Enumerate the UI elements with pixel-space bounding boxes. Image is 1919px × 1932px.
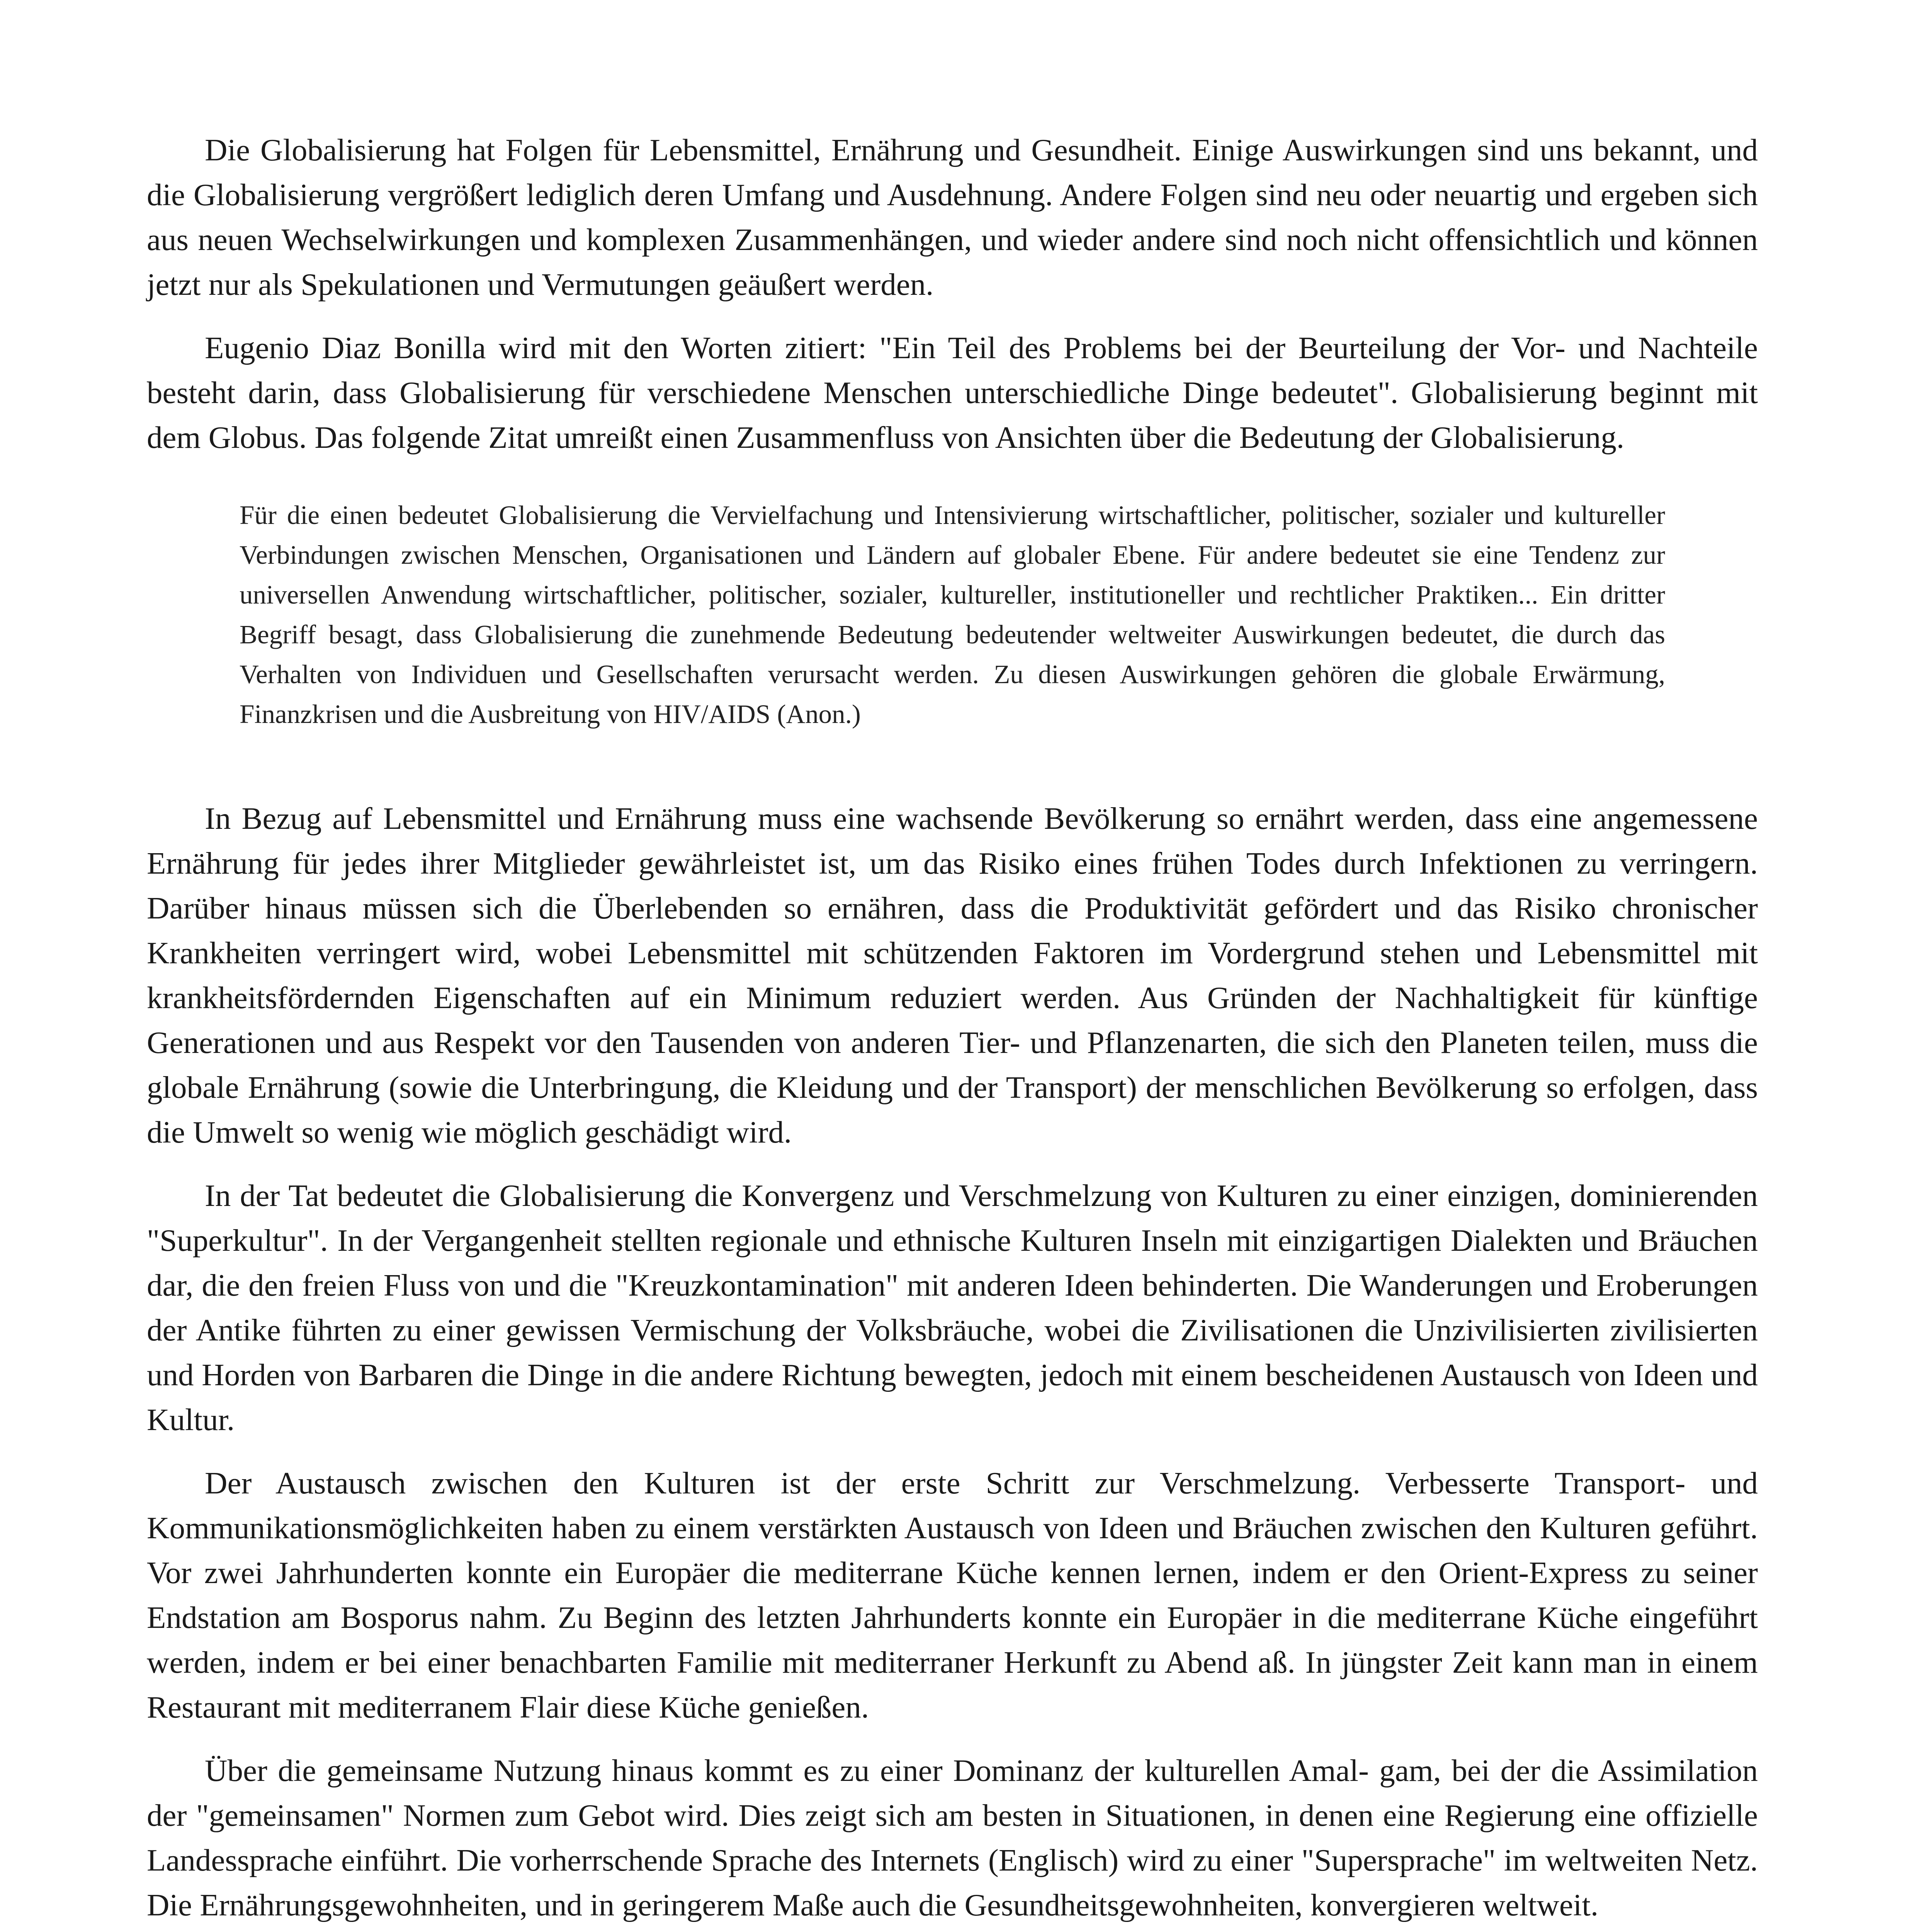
block-quote-text: Für die einen bedeutet Globalisierung die Vervielfachung und Intensivierung wirtschaftlicher, politischer, sozialer und kultureller Verbindungen zwischen Menschen, Organisationen und Ländern auf globaler Ebene. Für andere bedeutet sie eine Tendenz zur universellen Anwendung wirtschaftlicher, politischer, sozialer, kultureller, institutioneller und rechtlicher Praktiken... Ein dritter Begriff besagt, dass Globalisierung die zunehmende Bedeutung bedeutender weltweiter Auswirkungen bedeutet, die durch das Verhalten von Individuen und Gesellschaften verursacht werden. Zu diesen Auswirkungen gehören die globale Erwärmung, Finanzkrisen und die Ausbreitung von HIV/AIDS (Anon.) [240,500,1665,729]
paragraph-exchange: Der Austausch zwischen den Kulturen ist der erste Schritt zur Verschmelzung. Verbesserte Transport- und Kommunikationsmöglichkeiten haben zu einem verstärkten Austausch von Ideen und Bräuchen zwischen den Kulturen geführt. Vor zwei Jahrhunderten konnte ein Europäer die mediterrane Küche kennen lernen, indem er den Orient-Express zu seiner Endstation am Bosporus nahm. Zu Beginn des letzten Jahrhunderts konnte ein Europäer in die mediterrane Küche eingeführt werden, indem er bei einer benachbarten Familie mit mediterraner Herkunft zu Abend aß. In jüngster Zeit kann man in einem Restaurant mit mediterranem Flair diese Küche genießen. [147,1466,1758,1725]
document-page [147,128,1758,1932]
block-quote [240,495,1665,734]
paragraph-intro-2: Eugenio Diaz Bonilla wird mit den Worten zitiert: "Ein Teil des Problems bei der Beurteilung der Vor- und Nachteile besteht darin, dass Globalisierung für verschiedene Menschen unterschiedliche Dinge bedeutet". Globalisierung beginnt mit dem Globus. Das folgende Zitat umreißt einen Zusammenfluss von Ansichten über die Bedeutung der Globalisierung. [147,330,1758,455]
paragraph-dominance: Über die gemeinsame Nutzung hinaus kommt es zu einer Dominanz der kulturellen Amal- gam, bei der die Assimilation der "gemeinsamen" Normen zum Gebot wird. Dies zeigt sich am besten in Situationen, in denen eine Regierung eine offizielle Landessprache einführt. Die vorherrschende Sprache des Internets (Englisch) wird zu einer "Supersprache" im weltweiten Netz. Die Ernährungsgewohnheiten, und in geringerem Maße auch die Gesundheitsgewohnheiten, konvergieren weltweit. [147,1753,1758,1922]
paragraph-nutrition: In Bezug auf Lebensmittel und Ernährung muss eine wachsende Bevölkerung so ernährt werden, dass eine angemessene Ernährung für jedes ihrer Mitglieder gewährleistet ist, um das Risiko eines frühen Todes durch Infektionen zu verringern. Darüber hinaus müssen sich die Überlebenden so ernähren, dass die Produktivität gefördert und das Risiko chronischer Krankheiten verringert wird, wobei Lebensmittel mit schützenden Faktoren im Vordergrund stehen und Lebensmittel mit krankheitsfördernden Eigenschaften auf ein Minimum reduziert werden. Aus Gründen der Nachhaltigkeit für künftige Generationen und aus Respekt vor den Tausenden von anderen Tier- und Pflanzenarten, die sich den Planeten teilen, muss die globale Ernährung (sowie die Unterbringung, die Kleidung und der Transport) der menschlichen Bevölkerung so erfolgen, dass die Umwelt so wenig wie möglich geschädigt wird. [147,801,1758,1150]
paragraph-superculture: In der Tat bedeutet die Globalisierung die Konvergenz und Verschmelzung von Kulturen zu einer einzigen, dominierenden "Superkultur". In der Vergangenheit stellten regionale und ethnische Kulturen Inseln mit einzigartigen Dialekten und Bräuchen dar, die den freien Fluss von und die "Kreuzkontamination" mit anderen Ideen behinderten. Die Wanderungen und Eroberungen der Antike führten zu einer gewissen Vermischung der Volksbräuche, wobei die Zivilisationen die Unzivilisierten zivilisierten und Horden von Barbaren die Dinge in die andere Richtung bewegten, jedoch mit einem bescheidenen Austausch von Ideen und Kultur. [147,1178,1758,1437]
paragraph-intro-1: Die Globalisierung hat Folgen für Lebensmittel, Ernährung und Gesundheit. Einige Auswirkungen sind uns bekannt, und die Globalisierung vergrößert lediglich deren Umfang und Ausdehnung. Andere Folgen sind neu oder neuartig und ergeben sich aus neuen Wechselwirkungen und komplexen Zusammenhängen, und wieder andere sind noch nicht offensichtlich und können jetzt nur als Spekulationen und Vermutungen geäußert werden. [147,133,1758,302]
